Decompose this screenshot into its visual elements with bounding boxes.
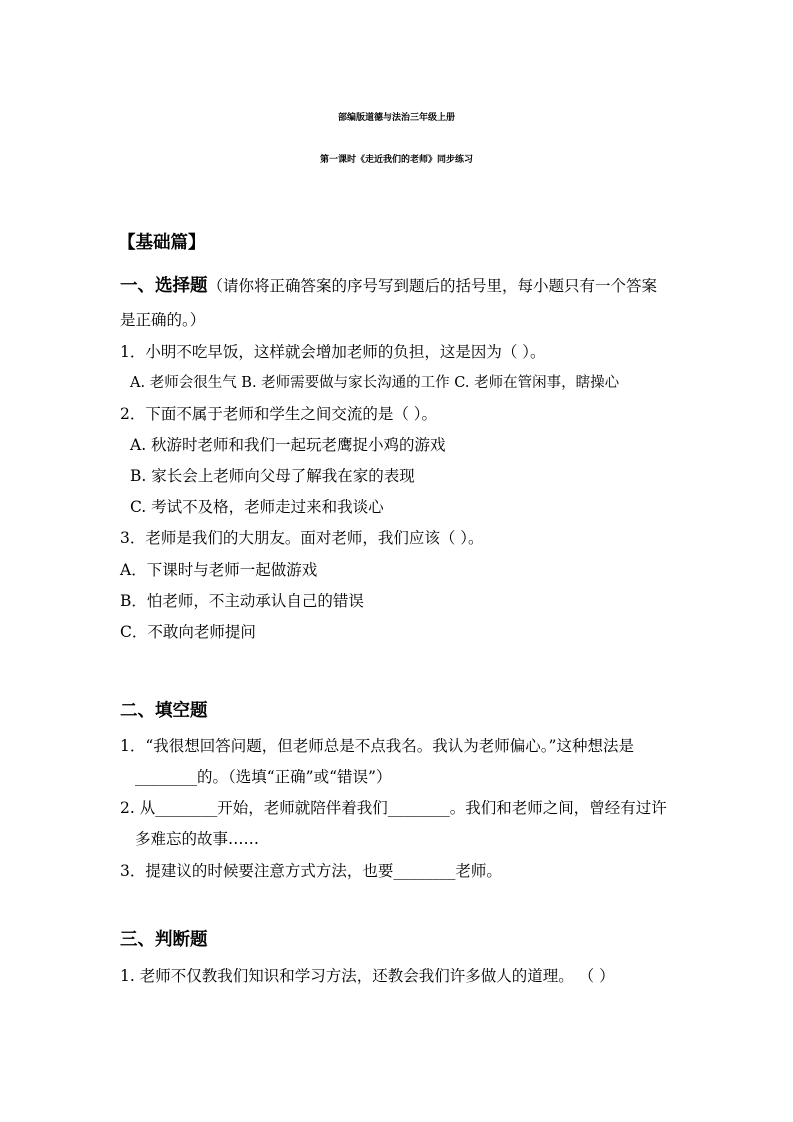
s1-question-2-option-b: B. 家长会上老师向父母了解我在家的表现 xyxy=(130,467,415,485)
section1-heading: 一、选择题 xyxy=(120,276,208,296)
s2-question-1-cont: ________的。（选填“正确”或“错误”） xyxy=(135,768,392,786)
section3-heading: 三、判断题 xyxy=(120,930,208,950)
page-title: 部编版道德与法治三年级上册 xyxy=(337,113,455,123)
s1-question-3-option-b: B．怕老师，不主动承认自己的错误 xyxy=(120,592,364,610)
s1-question-1-options: A. 老师会很生气 B. 老师需要做与家长沟通的工作 C. 老师在管闲事，瞎操心 xyxy=(130,375,620,391)
s1-question-2-option-a: A. 秋游时老师和我们一起玩老鹰捉小鸡的游戏 xyxy=(130,436,446,454)
s2-question-2: 2. 从________开始，老师就陪伴着我们________。我们和老师之间，曾经有过许 xyxy=(120,799,667,817)
s2-question-3: 3．提建议的时候要注意方式方法，也要________老师。 xyxy=(120,862,502,880)
section1-heading-line xyxy=(120,274,657,298)
basic-section-label: 【基础篇】 xyxy=(118,233,206,253)
s1-question-3: 3．老师是我们的大朋友。面对老师，我们应该（ ）。 xyxy=(120,529,484,547)
s1-question-3-option-c: C．不敢向老师提问 xyxy=(120,623,256,641)
page-subtitle: 第一课时《走近我们的老师》同步练习 xyxy=(319,155,473,165)
section1-instruction: （请你将正确答案的序号写到题后的括号里，每小题只有一个答案 xyxy=(207,277,658,295)
s3-question-1: 1. 老师不仅教我们知识和学习方法，还教会我们许多做人的道理。 （ ） xyxy=(120,967,615,985)
s1-question-2: 2．下面不属于老师和学生之间交流的是（ ）。 xyxy=(120,405,438,423)
s2-question-1: 1．“我很想回答问题，但老师总是不点我名。我认为老师偏心。”这种想法是 xyxy=(120,737,634,755)
section1-instruction-cont: 是正确的。） xyxy=(120,311,206,329)
s1-question-1: 1．小明不吃早饭，这样就会增加老师的负担，这是因为（ ）。 xyxy=(120,343,546,361)
section2-heading: 二、填空题 xyxy=(120,701,208,721)
s1-question-3-option-a: A．下课时与老师一起做游戏 xyxy=(120,561,318,579)
s1-question-2-option-c: C. 考试不及格，老师走过来和我谈心 xyxy=(130,498,384,516)
s2-question-2-cont: 多难忘的故事…… xyxy=(135,830,260,848)
